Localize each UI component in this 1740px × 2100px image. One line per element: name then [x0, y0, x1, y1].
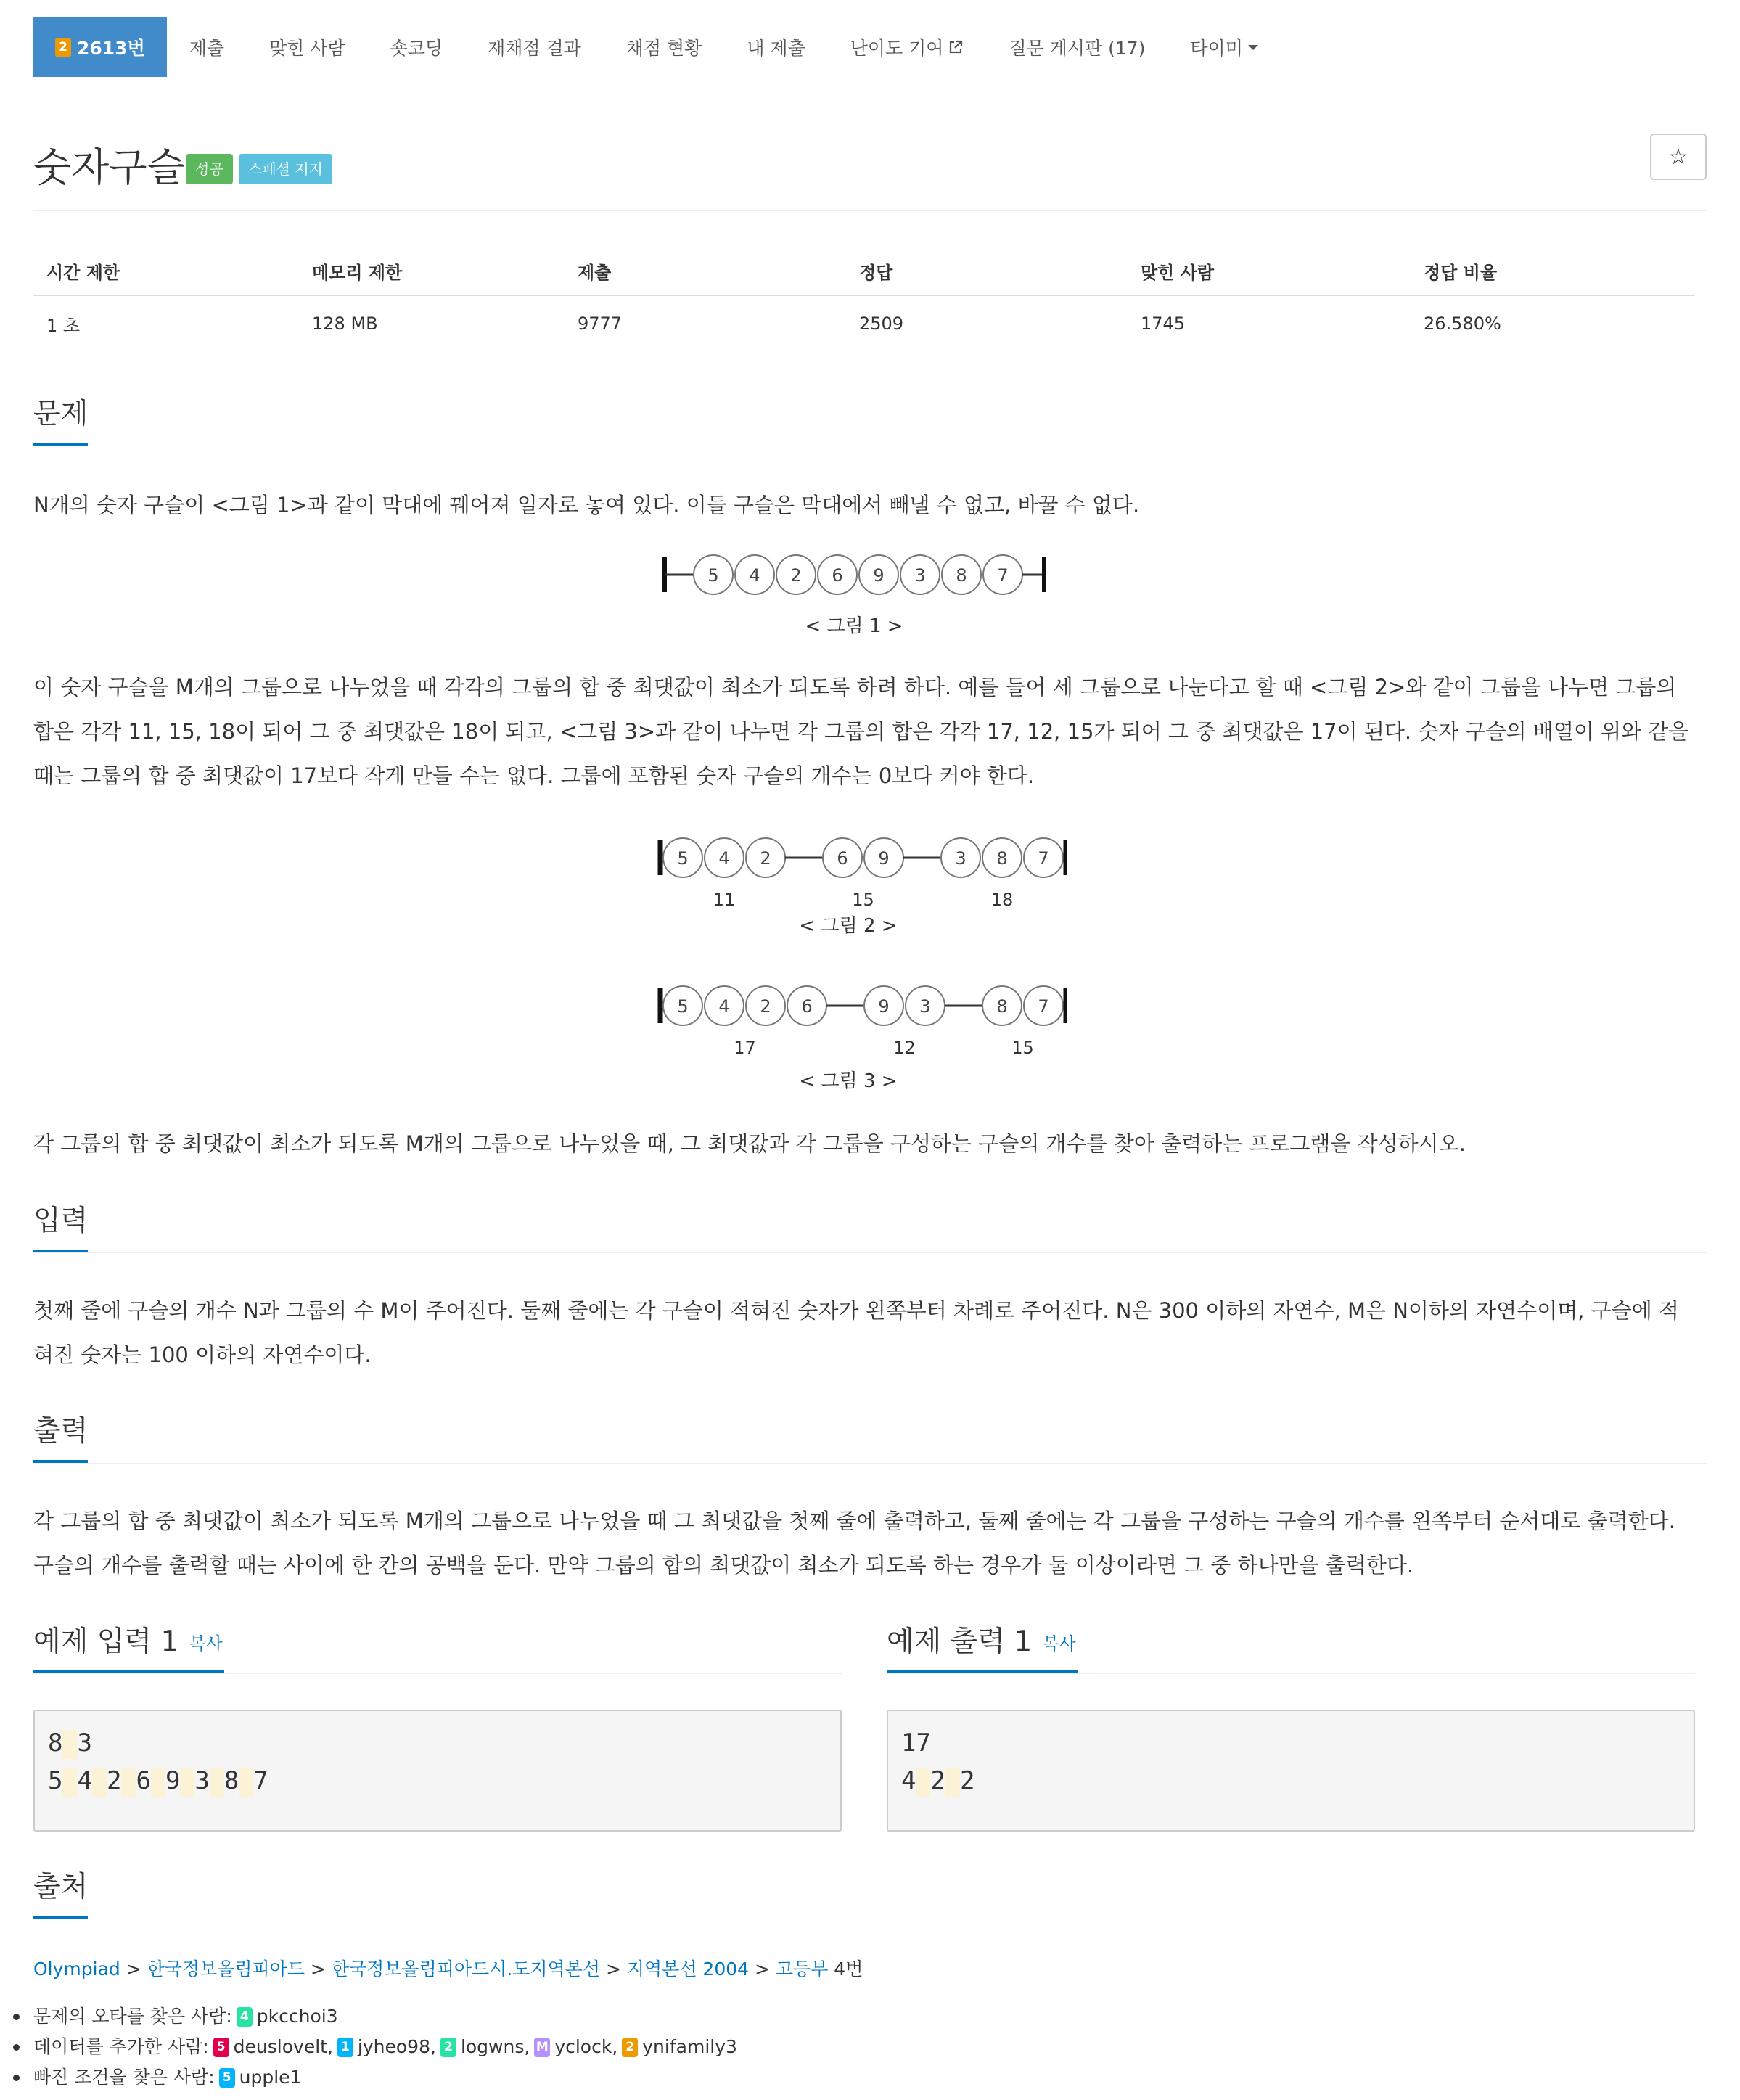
- info-header-accepted: 정답: [846, 247, 1128, 295]
- sample-token: 4: [77, 1766, 92, 1795]
- source-link-koi[interactable]: 한국정보올림피아드: [147, 1959, 305, 1980]
- caret-down-icon: [1247, 44, 1259, 51]
- figure-2-caption: < 그림 2 >: [799, 915, 898, 937]
- output-section-heading: [33, 1400, 1707, 1464]
- figure-1-caption: < 그림 1 >: [805, 615, 903, 637]
- copy-sample-input-link[interactable]: 복사: [189, 1633, 223, 1654]
- problem-description-p1: N개의 숫자 구슬이 <그림 1>과 같이 막대에 꿰어져 일자로 놓여 있다. 이들 구슬은 막대에서 빼낼 수 없고, 바꿀 수 없다.: [33, 493, 1140, 517]
- user-name: upple1: [239, 2067, 302, 2088]
- source-section-heading: [33, 1856, 1707, 1919]
- problem-title-row: [33, 131, 1707, 211]
- whitespace-marker: [92, 1768, 107, 1797]
- tab-my-submissions[interactable]: 내 제출: [747, 38, 805, 59]
- user-link[interactable]: [237, 2001, 338, 2032]
- figure-3-caption: < 그림 3 >: [799, 1070, 898, 1092]
- bead-label: 6: [832, 565, 843, 586]
- sample-token: 3: [194, 1766, 210, 1795]
- bead-label: 3: [914, 565, 926, 586]
- credit-label: 데이터를 추가한 사람:: [33, 2036, 209, 2057]
- output-description: 각 그룹의 합 중 최댓값이 최소가 되도록 M개의 그룹으로 나누었을 때 그 최댓값을 첫째 줄에 출력하고, 둘째 줄에는 각 그룹을 구성하는 구슬의 개수를 왼쪽부터 순서대로 출력한다. 구슬의 개수를 출력할 때는 사이에 한 칸의 공백을 둔다. 만약 그룹의 합의 최댓값이 최소가 되도록 하는 경우가 둘 이상이라면 그 중 하나만을 출력한다.: [33, 1509, 1675, 1578]
- bead-label: 7: [1038, 996, 1049, 1017]
- bead-label: 6: [837, 848, 848, 869]
- user-link[interactable]: [219, 2062, 302, 2093]
- source-link-olympiad[interactable]: Olympiad: [33, 1959, 120, 1980]
- output-heading: 출력: [33, 1400, 88, 1463]
- special-judge-badge: 스페셜 저지: [239, 154, 332, 184]
- info-time-limit: 1 초: [46, 315, 81, 336]
- list-item: [33, 2032, 737, 2062]
- bead-label: 4: [749, 565, 760, 586]
- status-badge-success: 성공: [186, 154, 233, 184]
- group-sum-label: 12: [893, 1038, 916, 1058]
- list-item: [33, 2001, 737, 2032]
- sample-token: 6: [136, 1766, 151, 1795]
- whitespace-marker: [121, 1768, 136, 1797]
- sample-token: 5: [48, 1766, 63, 1795]
- info-solved-users: 1745: [1141, 313, 1186, 334]
- info-ratio: 26.580%: [1424, 313, 1501, 334]
- input-section-heading: [33, 1190, 1707, 1253]
- user-link[interactable]: [440, 2032, 530, 2062]
- sample-token: 2: [959, 1766, 975, 1795]
- bead-label: 4: [718, 848, 730, 869]
- source-link-regional-2004[interactable]: 지역본선 2004: [626, 1959, 750, 1980]
- table-row: [33, 295, 1695, 351]
- problem-title: 숫자구슬: [33, 144, 185, 190]
- sample-token: 7: [253, 1766, 268, 1795]
- tab-problem-label: 2613번: [77, 38, 145, 59]
- tier-icon: 2: [55, 38, 71, 57]
- whitespace-marker: [945, 1768, 960, 1797]
- tier-icon: M: [534, 2038, 550, 2057]
- info-header-solved-users: 맞힌 사람: [1128, 247, 1411, 295]
- sample-output-title-wrap: [887, 1611, 1078, 1673]
- input-description: 첫째 줄에 구슬의 개수 N과 그룹의 수 M이 주어진다. 둘째 줄에는 각 구슬이 적혀진 숫자가 왼쪽부터 차례로 주어진다. N은 300 이하의 자연수, M은 N이하의 자연수이며, 구슬에 적혀진 숫자는 100 이하의 자연수이다.: [33, 1298, 1679, 1367]
- sample-output-box[interactable]: [887, 1710, 1695, 1832]
- tab-difficulty-contribution[interactable]: [828, 17, 987, 77]
- bead-label: 7: [997, 565, 1009, 586]
- sample-input-box[interactable]: [33, 1710, 842, 1832]
- source-link-high-school[interactable]: 고등부: [775, 1959, 829, 1980]
- bead-label: 2: [760, 996, 771, 1017]
- bead-label: 9: [878, 996, 890, 1017]
- whitespace-marker: [180, 1768, 194, 1797]
- info-header-time-limit: 시간 제한: [33, 247, 299, 295]
- copy-sample-output-link[interactable]: 복사: [1042, 1633, 1076, 1654]
- bead-label: 8: [996, 848, 1008, 869]
- bead-label: 9: [878, 848, 890, 869]
- tier-icon: 5: [219, 2068, 235, 2088]
- credit-label: 문제의 오타를 찾은 사람:: [33, 2006, 232, 2027]
- user-link[interactable]: [622, 2032, 737, 2062]
- sample-token: 2: [106, 1766, 122, 1795]
- sample-token: 8: [48, 1728, 63, 1757]
- whitespace-marker: [151, 1768, 165, 1797]
- bead-label: 8: [996, 996, 1008, 1017]
- problem-info-table: [33, 247, 1695, 351]
- sample-input-line-1: [48, 1724, 827, 1762]
- bead-label: 5: [677, 848, 689, 869]
- info-memory-limit: 128 MB: [312, 313, 378, 334]
- whitespace-marker: [62, 1768, 77, 1797]
- tab-submit[interactable]: 제출: [189, 38, 225, 59]
- sample-output-title: 예제 출력 1: [887, 1625, 1033, 1658]
- info-header-memory-limit: 메모리 제한: [299, 247, 565, 295]
- input-heading: 입력: [33, 1190, 88, 1252]
- user-link[interactable]: [213, 2032, 333, 2062]
- info-accepted: 2509: [859, 313, 904, 334]
- breadcrumb-separator: >: [120, 1959, 147, 1980]
- user-name: pkcchoi3: [256, 2006, 338, 2027]
- sample-token: 9: [165, 1766, 181, 1795]
- problem-heading: 문제: [33, 383, 88, 446]
- tier-icon: 5: [213, 2038, 229, 2057]
- source-heading: 출처: [33, 1856, 88, 1919]
- bead-label: 7: [1038, 848, 1049, 869]
- group-sum-label: 18: [990, 890, 1014, 910]
- problem-nav: [33, 17, 1707, 77]
- figure-2: [646, 833, 1067, 942]
- sample-output-heading: [887, 1611, 1695, 1674]
- whitespace-marker: [62, 1730, 77, 1759]
- tab-timer[interactable]: [1167, 17, 1281, 77]
- bead-label: 9: [873, 565, 885, 586]
- sample-token: 3: [77, 1728, 92, 1757]
- credit-label: 빠진 조건을 찾은 사람:: [33, 2067, 215, 2088]
- list-item: [33, 2062, 737, 2093]
- user-link[interactable]: [534, 2032, 617, 2062]
- tier-icon: 1: [337, 2038, 353, 2057]
- breadcrumb-separator: >: [749, 1959, 776, 1980]
- user-name: logwns,: [460, 2036, 530, 2057]
- tab-timer-label: 타이머: [1190, 38, 1243, 59]
- tab-difficulty-label: 난이도 기여: [850, 38, 944, 59]
- problem-description-p3: 각 그룹의 합 중 최댓값이 최소가 되도록 M개의 그룹으로 나누었을 때, 그 최댓값과 각 그룹을 구성하는 구슬의 개수를 찾아 출력하는 프로그램을 작성하시오.: [33, 1131, 1466, 1156]
- whitespace-marker: [916, 1768, 930, 1797]
- tier-icon: 2: [622, 2038, 638, 2057]
- sample-token: 17: [901, 1728, 931, 1757]
- figure-1: [653, 549, 1074, 643]
- sample-input-title-wrap: [33, 1611, 224, 1673]
- tab-qna-board[interactable]: 질문 게시판 (17): [1009, 38, 1146, 59]
- group-sum-label: 17: [734, 1038, 756, 1058]
- bead-label: 2: [760, 848, 771, 869]
- sample-output-line-2: [901, 1762, 1681, 1800]
- favorite-button[interactable]: [1650, 134, 1707, 180]
- sample-token: 4: [901, 1766, 916, 1795]
- sample-input-title: 예제 입력 1: [33, 1625, 179, 1658]
- whitespace-marker: [239, 1768, 253, 1797]
- tab-problem[interactable]: [33, 17, 167, 77]
- sample-token: 8: [223, 1766, 239, 1795]
- group-sum-label: 11: [713, 890, 736, 910]
- bead-label: 6: [801, 996, 813, 1017]
- info-header-submissions: 제출: [565, 247, 846, 295]
- sample-input-heading: [33, 1611, 842, 1674]
- user-name: deuslovelt,: [233, 2036, 333, 2057]
- credits-list: [33, 2001, 737, 2093]
- bead-label: 5: [677, 996, 689, 1017]
- bead-label: 3: [955, 848, 967, 869]
- breadcrumb-separator: >: [304, 1959, 332, 1980]
- star-icon: ☆: [1668, 144, 1688, 170]
- external-link-icon: [948, 39, 964, 55]
- sample-output-line-1: [901, 1724, 1681, 1762]
- user-name: jyheo98,: [357, 2036, 436, 2057]
- figure-3: [646, 981, 1067, 1097]
- source-problem-number: 4번: [828, 1959, 863, 1980]
- problem-section-heading: [33, 383, 1707, 446]
- info-header-ratio: 정답 비율: [1411, 247, 1695, 295]
- source-link-koi-regional[interactable]: 한국정보올림피아드시.도지역본선: [331, 1959, 601, 1980]
- problem-description-p2: 이 숫자 구슬을 M개의 그룹으로 나누었을 때 각각의 그룹의 합 중 최댓값이 최소가 되도록 하려 하다. 예를 들어 세 그룹으로 나눈다고 할 때 <그림 2>와 같이 그룹을 나누면 그룹의 합은 각각 11, 15, 18이 되어 그 중 최댓값은 18이 되고, <그림 3>과 같이 나누면 각 그룹의 합은 각각 17, 12, 15가 되어 그 중 최댓값은 17이 된다. 숫자 구슬의 배열이 위와 같을 때는 그룹의 합 중 최댓값이 17보다 작게 만들 수는 없다. 그룹에 포함된 숫자 구슬의 개수는 0보다 커야 한다.: [33, 675, 1689, 788]
- sample-token: 2: [930, 1766, 945, 1795]
- bead-label: 8: [956, 565, 967, 586]
- sample-input-line-2: [48, 1762, 827, 1800]
- tier-icon: 2: [440, 2038, 456, 2057]
- tab-short-coding[interactable]: 숏코딩: [390, 38, 443, 59]
- tab-solved-users[interactable]: 맞힌 사람: [269, 38, 345, 59]
- bead-label: 5: [707, 565, 719, 586]
- bead-label: 3: [919, 996, 931, 1017]
- info-submissions: 9777: [578, 313, 623, 334]
- group-sum-label: 15: [1011, 1038, 1034, 1058]
- tab-status[interactable]: 채점 현황: [625, 38, 702, 59]
- user-name: yclock,: [554, 2036, 618, 2057]
- tier-icon: 4: [237, 2007, 253, 2027]
- source-breadcrumb: [33, 1955, 863, 1981]
- user-link[interactable]: [337, 2032, 436, 2062]
- bead-label: 4: [718, 996, 730, 1017]
- breadcrumb-separator: >: [600, 1959, 627, 1980]
- group-sum-label: 15: [852, 890, 874, 910]
- bead-label: 2: [790, 565, 802, 586]
- user-name: ynifamily3: [642, 2036, 737, 2057]
- whitespace-marker: [210, 1768, 224, 1797]
- tab-rejudge-results[interactable]: 재채점 결과: [488, 38, 581, 59]
